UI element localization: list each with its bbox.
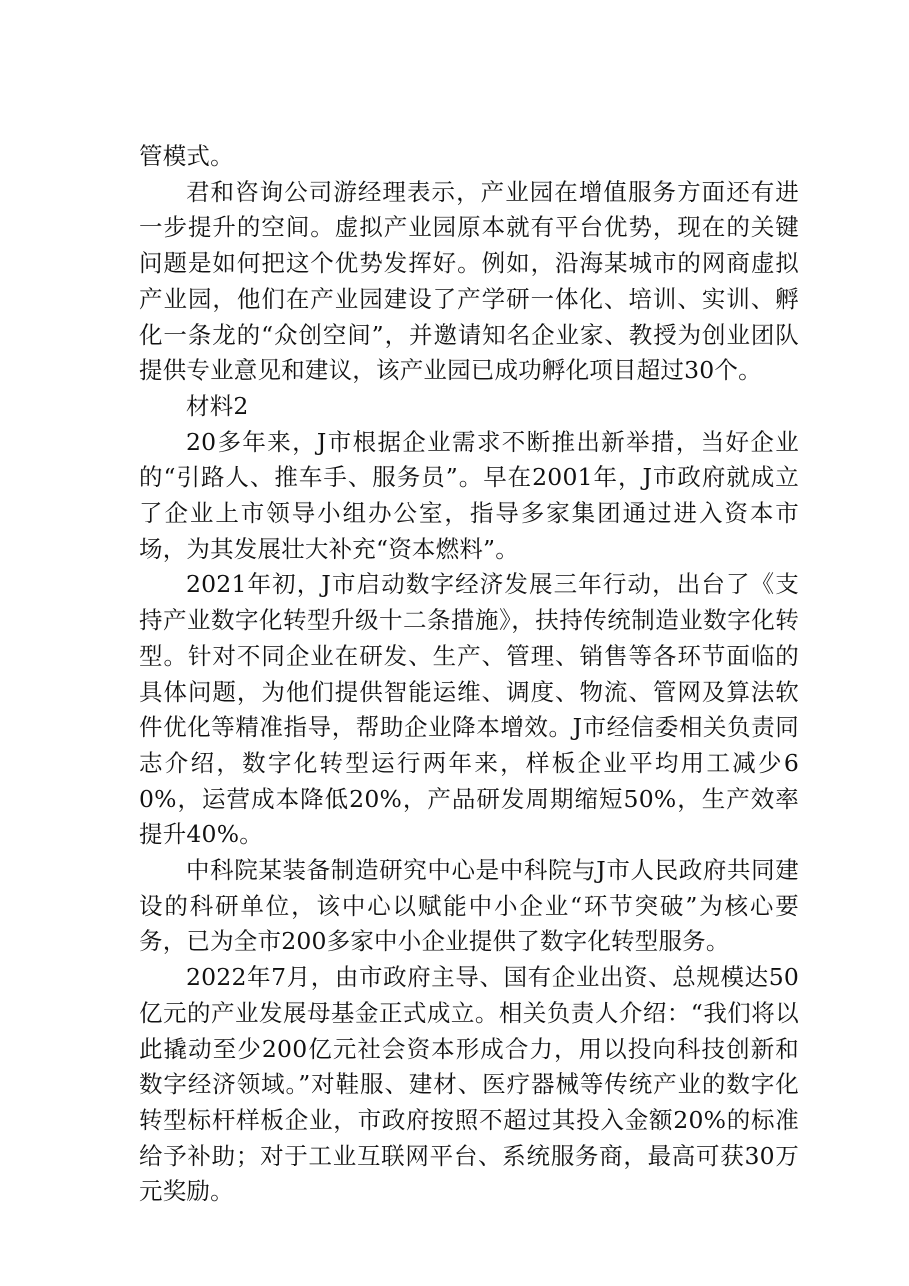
paragraph-history: 20多年来，J市根据企业需求不断推出新举措，当好企业的“引路人、推车手、服务员”。早在2001年，J市政府就成立了企业上市领导小组办公室，指导多家集团通过进入资本市场，为其发展壮大补充“资本燃料”。: [139, 427, 799, 563]
document-body: [139, 139, 799, 1210]
continuation-line: 管模式。: [139, 142, 234, 170]
paragraph-digital-action: 2021年初，J市启动数字经济发展三年行动，出台了《支持产业数字化转型升级十二条措施》，扶持传统制造业数字化转型。针对不同企业在研发、生产、管理、销售等各环节面临的具体问题，为他们提供智能运维、调度、物流、管网及算法软件优化等精准指导，帮助企业降本增效。J市经信委相关负责同志介绍，数字化转型运行两年来，样板企业平均用工减少60%，运营成本降低20%，产品研发周期缩短50%，生产效率提升40%。: [139, 570, 799, 849]
paragraph-fund: 2022年7月，由市政府主导、国有企业出资、总规模达50亿元的产业发展母基金正式成立。相关负责人介绍：“我们将以此撬动至少200亿元社会资本形成合力，用以投向科技创新和数字经济领域。”对鞋服、建材、医疗器械等传统产业的数字化转型标杆样板企业，市政府按照不超过其投入金额20%的标准给予补助；对于工业互联网平台、系统服务商，最高可获30万元奖励。: [139, 963, 799, 1206]
section-label-material-2: 材料2: [186, 391, 249, 420]
paragraph-research-center: 中科院某装备制造研究中心是中科院与J市人民政府共同建设的科研单位，该中心以赋能中小企业“环节突破”为核心要务，已为全市200多家中小企业提供了数字化转型服务。: [139, 856, 799, 956]
paragraph-consulting: 君和咨询公司游经理表示，产业园在增值服务方面还有进一步提升的空间。虚拟产业园原本就有平台优势，现在的关键问题是如何把这个优势发挥好。例如，沿海某城市的网商虚拟产业园，他们在产业园建设了产学研一体化、培训、实训、孵化一条龙的“众创空间”，并邀请知名企业家、教授为创业团队提供专业意见和建议，该产业园已成功孵化项目超过30个。: [139, 177, 799, 385]
